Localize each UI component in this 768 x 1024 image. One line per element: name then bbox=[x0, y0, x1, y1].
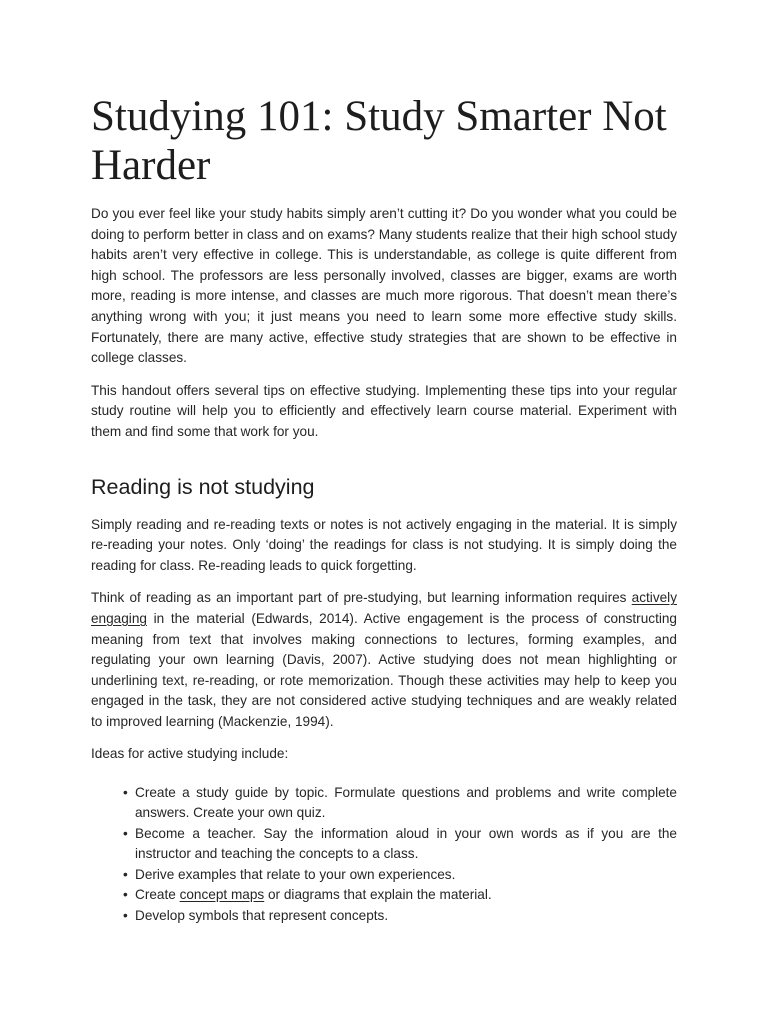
page-title-line-1: Studying 101: Study Smarter Not bbox=[91, 93, 667, 140]
list-item-text-end: or diagrams that explain the material. bbox=[264, 887, 492, 903]
list-item-text-start: Create bbox=[135, 887, 180, 903]
section-heading: Reading is not studying bbox=[91, 474, 315, 499]
concept-maps-link[interactable]: concept maps bbox=[179, 887, 265, 903]
list-item bbox=[123, 885, 677, 905]
section-paragraph-2 bbox=[91, 588, 677, 732]
page-title-line-2: Harder bbox=[91, 142, 211, 189]
list-item bbox=[123, 783, 677, 824]
list-item-text: Become a teacher. Say the information aloud in your own words as if you are the instructor and teaching the concepts to a class. bbox=[135, 825, 677, 862]
page-title bbox=[91, 92, 677, 190]
actively-engaging-link[interactable]: actively engaging bbox=[91, 590, 677, 626]
bullet-marker: • bbox=[123, 785, 128, 801]
bullet-marker: • bbox=[123, 907, 128, 923]
section-paragraph-2-start: Think of reading as an important part of pre-studying, but learning information requires bbox=[91, 590, 632, 606]
intro-paragraph-1: Do you ever feel like your study habits simply aren’t cutting it? Do you wonder what you could be doing to perform better in class and on exams? Many students realize that their high school study habits aren’t very effective in college. This is understandable, as college is quite different from high school. The professors are less personally involved, classes are bigger, exams are worth more, reading is more intense, and classes are much more rigorous. That doesn’t mean there’s anything wrong with you; it just means you need to learn some more effective study skills. Fortunately, there are many active, effective study strategies that are shown to be effective in college classes. bbox=[91, 206, 677, 366]
bullet-marker: • bbox=[123, 825, 128, 841]
intro-paragraph-2: This handout offers several tips on effective studying. Implementing these tips into your regular study routine will help you to efficiently and effectively learn course material. Experiment with them and find some that work for you. bbox=[91, 382, 677, 439]
bullet-marker: • bbox=[123, 887, 128, 903]
document-page bbox=[91, 92, 677, 926]
bullet-marker: • bbox=[123, 866, 128, 882]
list-item-text: Derive examples that relate to your own experiences. bbox=[135, 866, 456, 882]
list-item-text: Develop symbols that represent concepts. bbox=[135, 907, 389, 923]
list-item-text bbox=[135, 885, 677, 905]
section-paragraph-1: Simply reading and re-reading texts or notes is not actively engaging in the material. It is simply re-reading your notes. Only ‘doing’ the readings for class is not studying. It is simply doing the reading for class. Re-reading leads to quick forgetting. bbox=[91, 516, 677, 573]
list-item bbox=[123, 865, 677, 885]
list-item bbox=[123, 824, 677, 865]
ideas-intro: Ideas for active studying include: bbox=[91, 746, 289, 762]
list-item bbox=[123, 906, 677, 926]
list-item-text: Create a study guide by topic. Formulate questions and problems and write complete answers. Create your own quiz. bbox=[135, 785, 677, 821]
section-paragraph-2-end: in the material (Edwards, 2014). Active engagement is the process of constructing meaning from text that involves making connections to lectures, forming examples, and regulating your own learning (Davis, 2007). Active studying does not mean highlighting or underlining text, re-reading, or rote memorization. Though these activities may help to keep you engaged in the task, they are not considered active studying techniques and are weakly related to improved learning (Mackenzie, 1994). bbox=[91, 610, 677, 729]
active-studying-list bbox=[91, 783, 677, 926]
